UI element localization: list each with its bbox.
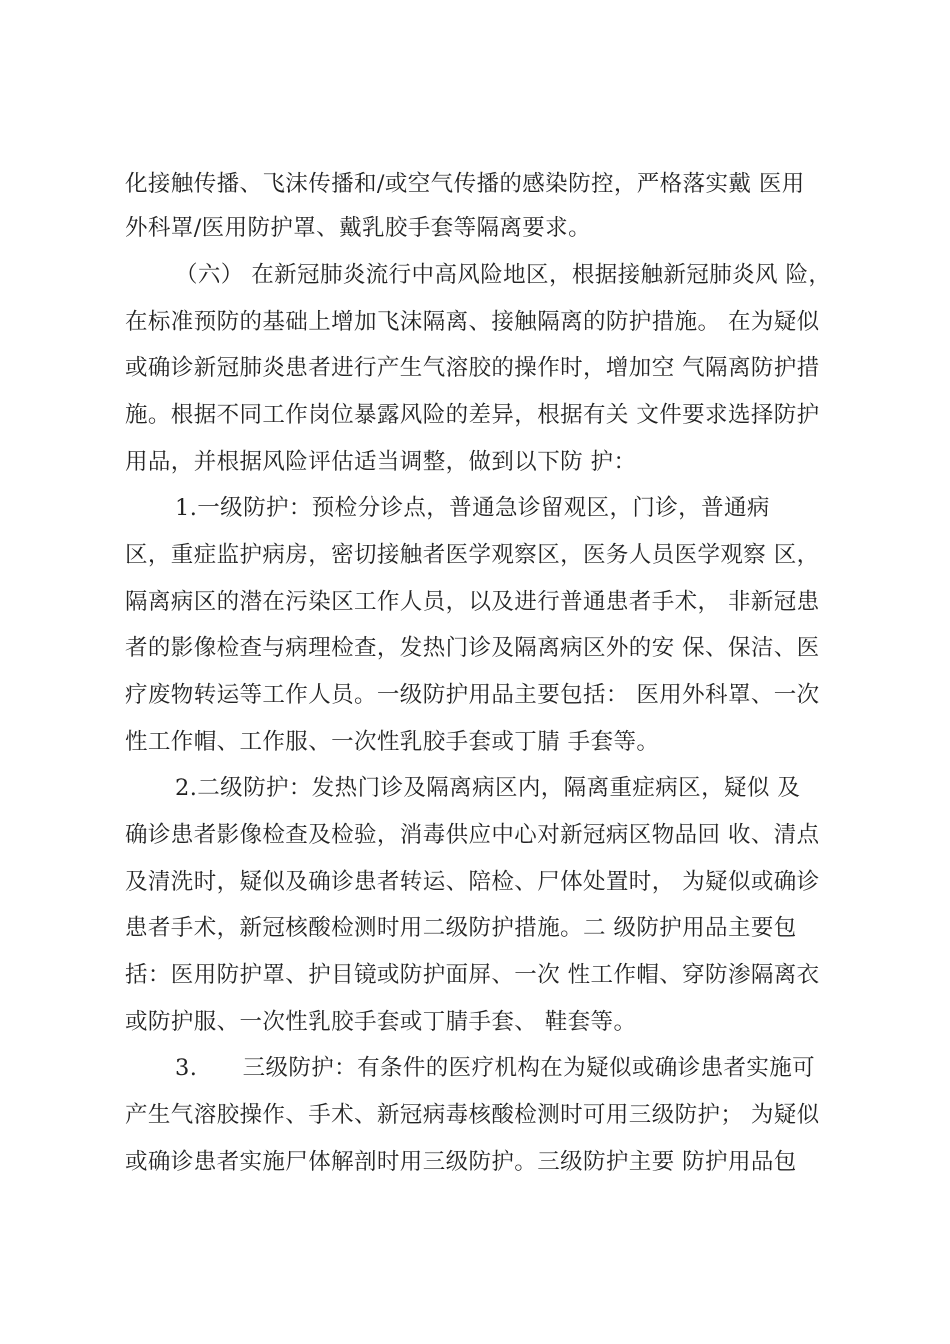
text-line: 括：医用防护罩、护目镜或防护面屏、一次 性工作帽、穿防渗隔离衣 <box>125 962 820 988</box>
text-line: 疗废物转运等工作人员。一级防护用品主要包括： 医用外科罩、一次 <box>125 682 820 708</box>
text-line: 及清洗时，疑似及确诊患者转运、陪检、尸体处置时， 为疑似或确诊 <box>125 869 820 895</box>
text-line: 区，重症监护病房，密切接触者医学观察区，医务人员医学观察 区， <box>125 542 820 568</box>
text-line: 施。根据不同工作岗位暴露风险的差异，根据有关 文件要求选择防护 <box>125 402 820 428</box>
text-line: 或确诊新冠肺炎患者进行产生气溶胶的操作时，增加空 气隔离防护措 <box>125 355 820 381</box>
paragraph-start-line: 1.一级防护：预检分诊点，普通急诊留观区，门诊，普通病 <box>175 495 770 521</box>
paragraph-start-line: （六） 在新冠肺炎流行中高风险地区，根据接触新冠肺炎风 险， <box>175 262 832 288</box>
text-line: 者的影像检查与病理检查，发热门诊及隔离病区外的安 保、保洁、医 <box>125 635 820 661</box>
text-line: 用品，并根据风险评估适当调整，做到以下防 护： <box>125 449 637 475</box>
text-line: 隔离病区的潜在污染区工作人员，以及进行普通患者手术， 非新冠患 <box>125 589 820 615</box>
text-line: 性工作帽、工作服、一次性乳胶手套或丁腈 手套等。 <box>125 729 660 755</box>
text-line: 确诊患者影像检查及检验，消毒供应中心对新冠病区物品回 收、清点 <box>125 822 820 848</box>
paragraph-start-line: 3. 三级防护：有条件的医疗机构在为疑似或确诊患者实施可 <box>175 1055 816 1081</box>
text-line: 患者手术，新冠核酸检测时用二级防护措施。二 级防护用品主要包 <box>125 915 797 941</box>
text-line: 或确诊患者实施尸体解剖时用三级防护。三级防护主要 防护用品包 <box>125 1149 797 1175</box>
text-line: 在标准预防的基础上增加飞沫隔离、接触隔离的防护措施。 在为疑似 <box>125 309 820 335</box>
paragraph-start-line: 2.二级防护：发热门诊及隔离病区内，隔离重症病区，疑似 及 <box>175 775 801 801</box>
text-line: 外科罩/医用防护罩、戴乳胶手套等隔离要求。 <box>125 215 591 241</box>
text-line: 化接触传播、飞沫传播和/或空气传播的感染防控，严格落实戴 医用 <box>125 171 805 197</box>
text-line: 产生气溶胶操作、手术、新冠病毒核酸检测时可用三级防护； 为疑似 <box>125 1102 820 1128</box>
text-line: 或防护服、一次性乳胶手套或丁腈手套、 鞋套等。 <box>125 1009 637 1035</box>
